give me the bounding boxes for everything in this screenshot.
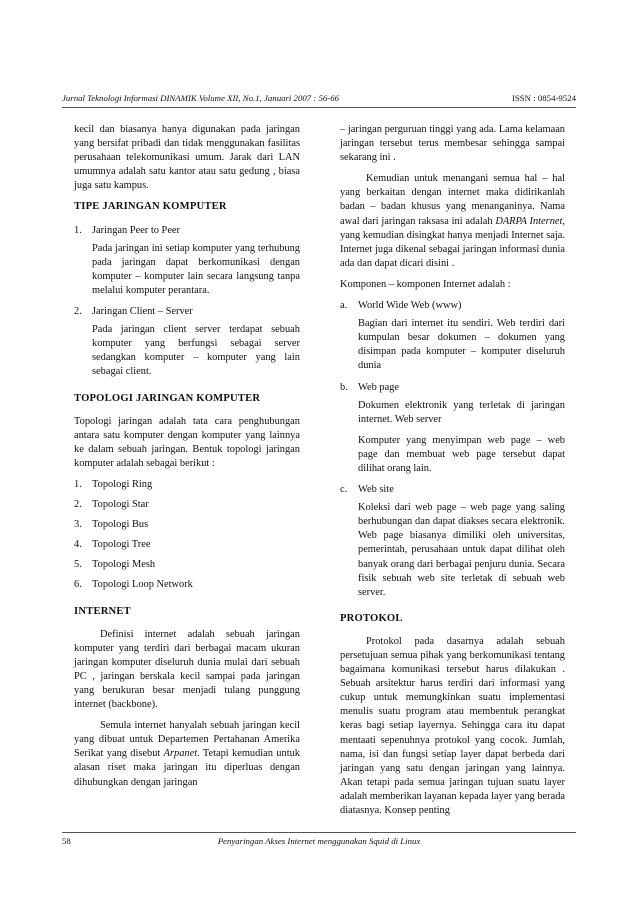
komponen-intro: Komponen – komponen Internet adalah :: [340, 278, 511, 290]
section-heading-protokol: PROTOKOL: [340, 612, 403, 624]
footer-title: Penyaringan Akses Internet menggunakan Squid di Linux: [217, 836, 421, 846]
tipe-list: [74, 224, 300, 380]
list-item-desc: Bagian dari internet itu sendiri. Web terdiri dari kumpulan besar dokumen – dokumen yang disimpan pada komputer – komputer diseluruh dunia: [358, 318, 565, 372]
list-item: b. Web page: [340, 381, 399, 393]
komponen-list: [340, 299, 565, 600]
section-heading-internet: INTERNET: [74, 605, 131, 617]
darpa-paragraph: Kemudian untuk menangani semua hal – hal yang berkaitan dengan internet maka didirikanlah badan – badan khusus yang menanganinya. Nama awal dari jaringan raksasa ini adalah DARPA Internet, yang kemudian disingkat hanya menjadi Internet saja. Internet juga dikenal sebagai jaringan informasi dunia ada dan dapat dicari disini .: [340, 173, 566, 269]
list-item: a. World Wide Web (www): [340, 300, 462, 312]
list-item: 1. Jaringan Peer to Peer: [74, 224, 181, 236]
page-number: 58: [62, 836, 71, 846]
continuation-paragraph: – jaringan perguruan tinggi yang ada. Lama kelamaan jaringan tersebut terus membesar sehingga sampai sekarang ini .: [340, 124, 565, 164]
section-heading-tipe: TIPE JARINGAN KOMPUTER: [74, 201, 227, 213]
list-item: 3. Topologi Bus: [74, 519, 149, 531]
internet-paragraph-2: Semula internet hanyalah sebuah jaringan kecil yang dibuat untuk Departemen Pertahanan Amerika Serikat yang disebut Arpanet. Tetapi kemudian untuk alasan riset maka jaringan itu diperluas dengan dihubungkan dengan jaringan: [74, 720, 300, 788]
protokol-paragraph: Protokol pada dasarnya adalah sebuah persetujuan semua pihak yang berkomunikasi tentang bagaimana komunikasi tersebut harus dilakukan . Sebuah arsitektur harus terdiri dari informasi yang cukup untuk memungkinkan suatu implementasi menulis suatu program atau membentuk perangkat keras bagi setiap layernya. Sehingga cara itu dapat mentaati sepenuhnya protokol yang cocok. Jumlah, nama, isi dan fungsi setiap layer dapat berbeda dari jaringan yang satu dengan jaringan yang lainnya. Akan tetapi pada semua jaringan tujuan suatu layer adalah memberikan layanan kepada layer yang berada diatasnya. Konsep penting: [340, 635, 566, 817]
list-item: 1. Topologi Ring: [74, 478, 153, 490]
section-heading-topologi: TOPOLOGI JARINGAN KOMPUTER: [74, 392, 261, 404]
topologi-list: [74, 478, 300, 593]
running-footer: [62, 832, 576, 847]
list-item: 4. Topologi Tree: [74, 539, 151, 551]
issn: ISSN : 0854-9524: [511, 93, 576, 103]
list-item-desc: Dokumen elektronik yang terletak di jaringan internet. Web server: [358, 399, 565, 425]
right-column: [340, 123, 565, 825]
internet-paragraph-1: Definisi internet adalah sebuah jaringan komputer yang terdiri dari berbagai macam ukuran jaringan komputer diseluruh dunia mulai dari sebuah PC , jaringan berskala kecil sampai pada jaringan yang berukuran besar menjadi tulang punggung internet (backbone).: [74, 628, 300, 711]
list-item-desc: Pada jaringan client server terdapat sebuah komputer yang berfungsi sebagai server sedangkan komputer – komputer yang lain sebagai client.: [92, 324, 300, 378]
list-item: 5. Topologi Mesh: [74, 559, 156, 571]
list-item-desc: Koleksi dari web page – web page yang saling berhubungan dan dapat diakses secara elektronik. Web page biasanya dimiliki oleh universitas, pemerintah, perusahaan untuk dapat dilihat oleh banyak orang dari berbagai penjuru dunia. Secara fisik sebuah web site terletak di sebuah web server.: [358, 502, 565, 598]
running-header: [62, 93, 576, 108]
list-item: 2. Jaringan Client – Server: [74, 306, 193, 318]
list-item: 2. Topologi Star: [74, 499, 149, 511]
topologi-intro: Topologi jaringan adalah tata cara penghubungan antara satu komputer dengan komputer yang lainnya ke dalam sebuah jaringan. Bentuk topologi jaringan komputer adalah sebagai berikut :: [74, 415, 300, 469]
left-column: [74, 123, 300, 797]
list-item: 6. Topologi Loop Network: [74, 579, 193, 591]
list-item-desc: Komputer yang menyimpan web page – web page dan membuat web page tersebut dapat dilihat orang lain.: [358, 434, 565, 474]
list-item-desc: Pada jaringan ini setiap komputer yang terhubung pada jaringan dapat berkomunikasi dengan komputer – komputer lain secara langsung tanpa melalui komputer perantara.: [92, 242, 300, 296]
intro-paragraph: kecil dan biasanya hanya digunakan pada jaringan yang bersifat pribadi dan tidak menggunakan fasilitas perusahaan telekomunikasi umum. Jarak dari LAN umumnya adalah satu kantor atau satu gedung , biasa juga satu kampus.: [74, 124, 300, 192]
list-item: c. Web site: [340, 484, 394, 496]
journal-citation: Jurnal Teknologi Informasi DINAMIK Volume XII, No.1, Januari 2007 : 56-66: [62, 93, 339, 103]
